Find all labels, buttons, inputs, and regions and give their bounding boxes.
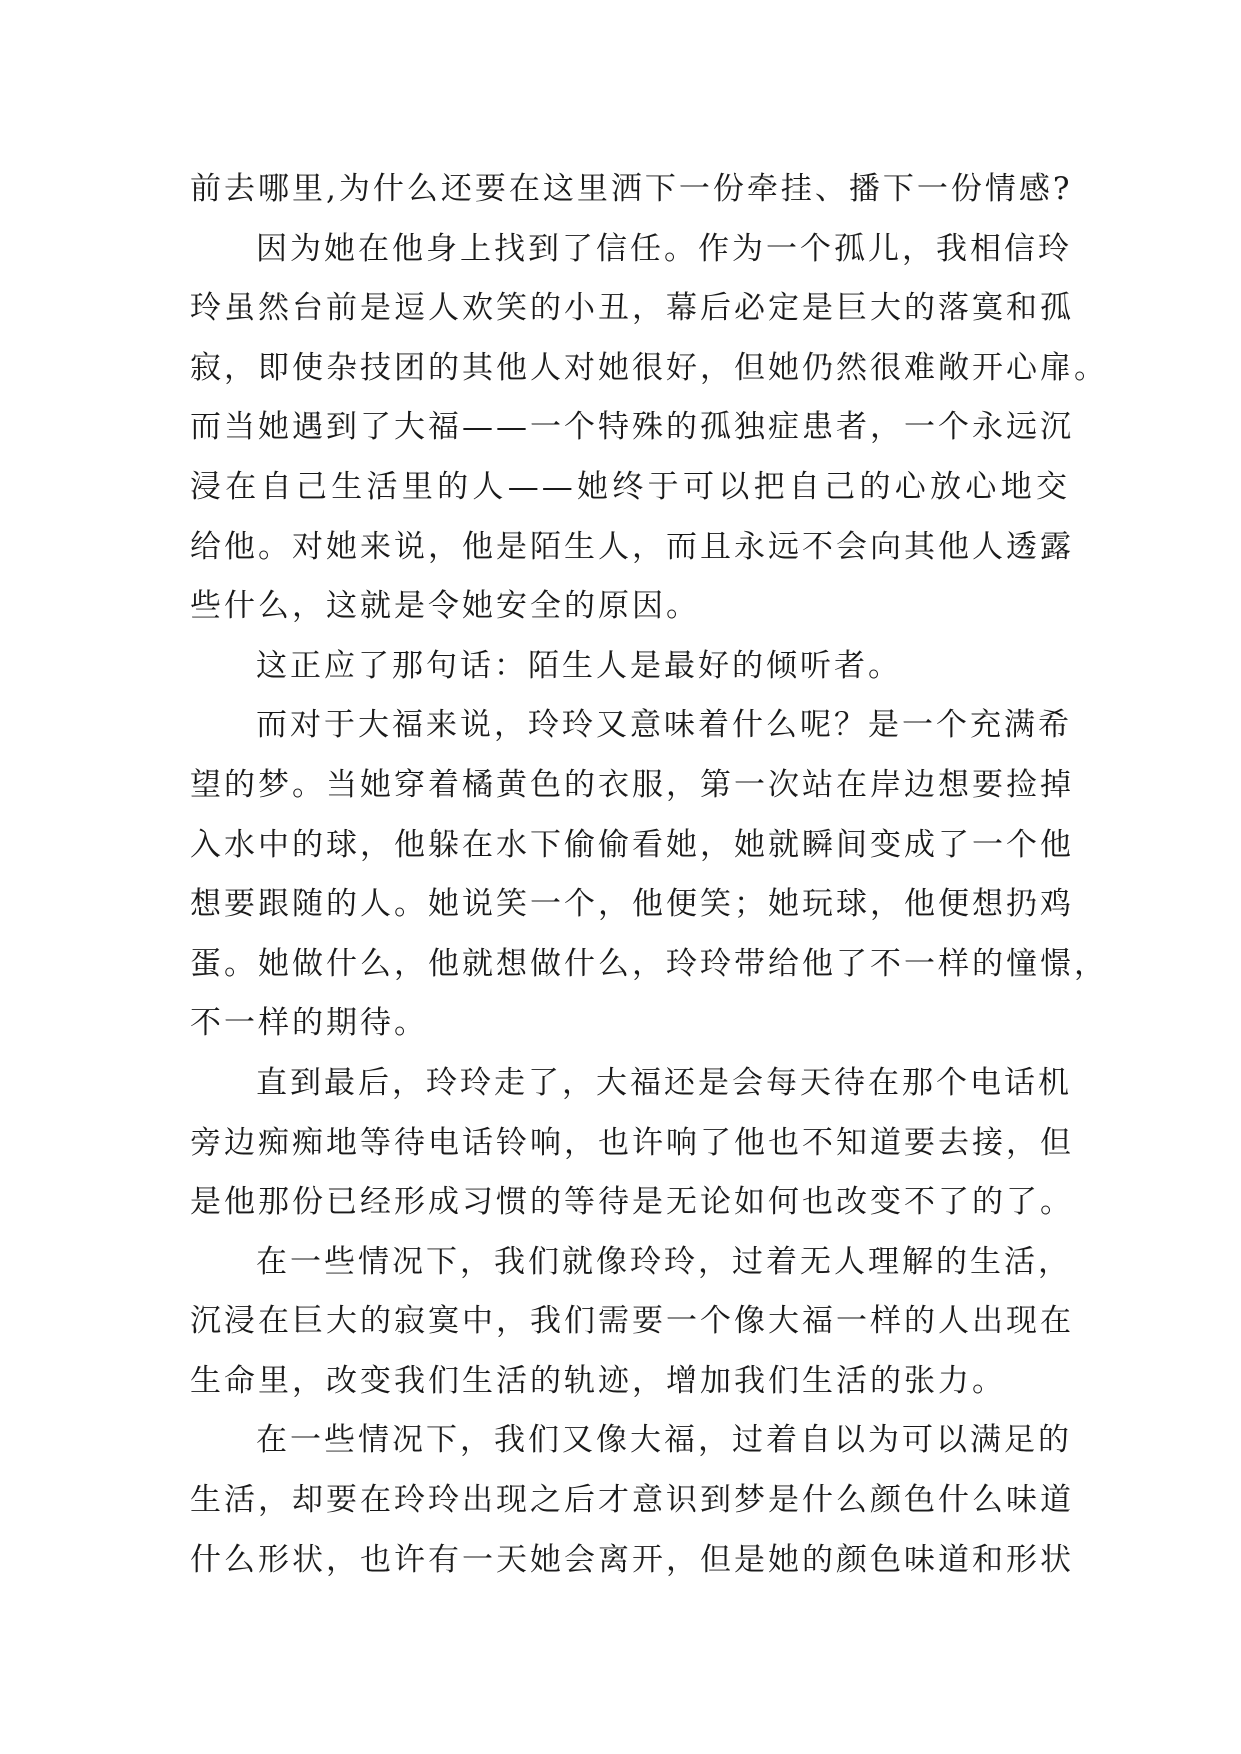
text-line: 是他那份已经形成习惯的等待是无论如何也改变不了的了。	[190, 1184, 1074, 1221]
text-line: 因为她在他身上找到了信任。作为一个孤儿，我相信玲	[256, 230, 1072, 267]
text-line: 入水中的球，他躲在水下偷偷看她，她就瞬间变成了一个他	[190, 826, 1074, 863]
text-line: 望的梦。当她穿着橘黄色的衣服，第一次站在岸边想要捡掉	[190, 766, 1074, 803]
text-line: 在一些情况下，我们又像大福，过着自以为可以满足的	[256, 1422, 1072, 1459]
text-line: 寂，即使杂技团的其他人对她很好，但她仍然很难敞开心扉。	[190, 349, 1108, 386]
text-line: 些什么，这就是令她安全的原因。	[190, 588, 700, 625]
text-line: 前去哪里,为什么还要在这里洒下一份牵挂、播下一份情感?	[190, 171, 1073, 207]
text-line: 蛋。她做什么，他就想做什么，玲玲带给他了不一样的憧憬，	[190, 945, 1108, 982]
text-line: 玲虽然台前是逗人欢笑的小丑，幕后必定是巨大的落寞和孤	[190, 290, 1074, 327]
text-line: 而当她遇到了大福——一个特殊的孤独症患者，一个永远沉	[190, 409, 1074, 446]
text-line: 给他。对她来说，他是陌生人，而且永远不会向其他人透露	[190, 528, 1074, 565]
text-line: 浸在自己生活里的人——她终于可以把自己的心放心地交	[190, 468, 1070, 505]
text-line: 什么形状，也许有一天她会离开，但是她的颜色味道和形状	[190, 1541, 1074, 1578]
text-line: 生活，却要在玲玲出现之后才意识到梦是什么颜色什么味道	[190, 1482, 1074, 1519]
text-line: 生命里，改变我们生活的轨迹，增加我们生活的张力。	[190, 1362, 1006, 1399]
text-line: 这正应了那句话：陌生人是最好的倾听者。	[256, 647, 902, 684]
text-line: 直到最后，玲玲走了，大福还是会每天待在那个电话机	[256, 1064, 1072, 1101]
text-line: 在一些情况下，我们就像玲玲，过着无人理解的生活，	[256, 1243, 1072, 1280]
text-line: 而对于大福来说，玲玲又意味着什么呢？是一个充满希	[256, 707, 1072, 744]
text-line: 旁边痴痴地等待电话铃响，也许响了他也不知道要去接，但	[190, 1124, 1074, 1161]
document-body	[190, 160, 1108, 1590]
text-line: 不一样的期待。	[190, 1005, 428, 1042]
text-line: 想要跟随的人。她说笑一个，他便笑；她玩球，他便想扔鸡	[190, 886, 1074, 923]
text-line: 沉浸在巨大的寂寞中，我们需要一个像大福一样的人出现在	[190, 1303, 1074, 1340]
